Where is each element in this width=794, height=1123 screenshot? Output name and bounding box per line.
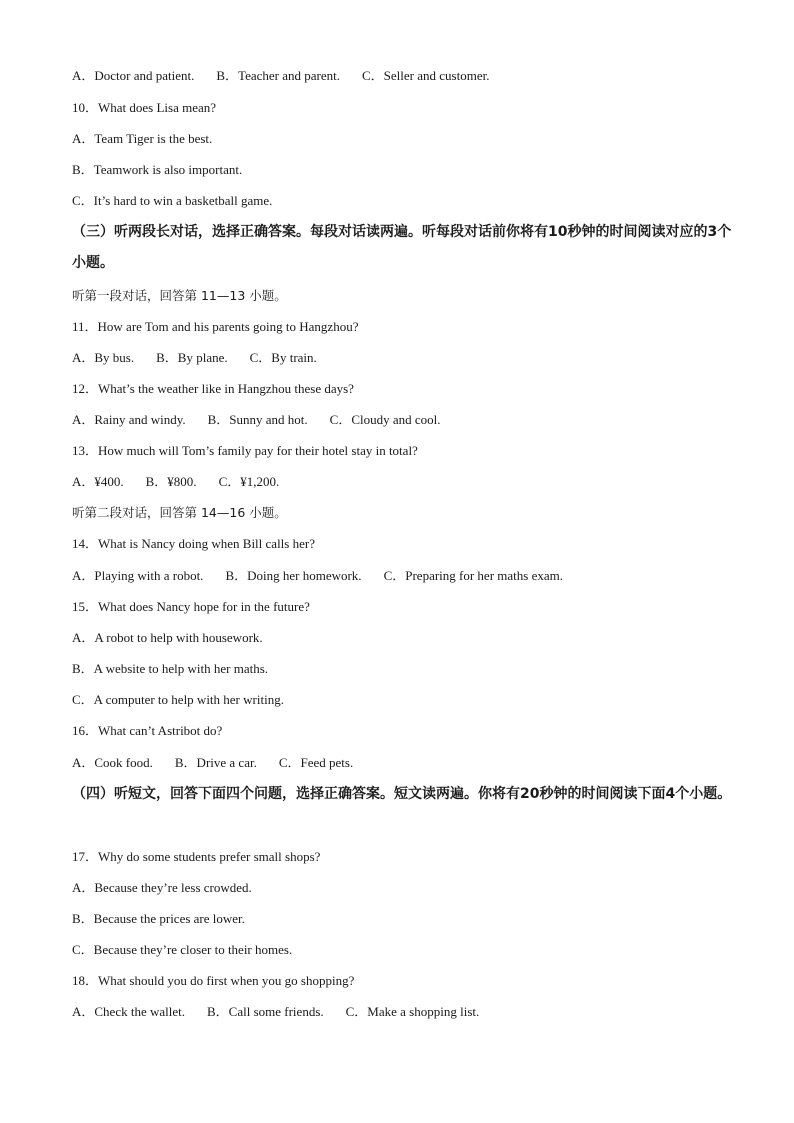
answer-options-row: [72, 1002, 479, 1022]
question-text: 14．What is Nancy doing when Bill calls her?: [72, 536, 315, 551]
answer-option: C．Seller and customer.: [362, 68, 490, 83]
answer-option: B．Sunny and hot.: [207, 412, 308, 427]
dialogue-instruction: 听第二段对话，回答第 14—16 小题。: [72, 505, 287, 520]
answer-option: B．Because the prices are lower.: [72, 911, 245, 926]
answer-option: C．Preparing for her maths exam.: [383, 568, 563, 583]
dialogue-instruction: 听第一段对话，回答第 11—13 小题。: [72, 288, 287, 303]
question-text: 15．What does Nancy hope for in the future?: [72, 599, 310, 614]
question-text: 12．What’s the weather like in Hangzhou these days?: [72, 381, 354, 396]
answer-option: A．A robot to help with housework.: [72, 630, 263, 645]
answer-options-row: [72, 66, 489, 86]
answer-option: C．Cloudy and cool.: [329, 412, 441, 427]
answer-option: A．Playing with a robot.: [72, 568, 204, 583]
answer-option: C．A computer to help with her writing.: [72, 692, 284, 707]
answer-option: B．By plane.: [156, 350, 228, 365]
answer-option: A．Cook food.: [72, 755, 153, 770]
question-text: 10．What does Lisa mean?: [72, 100, 217, 115]
question-text: 16．What can’t Astribot do?: [72, 723, 223, 738]
answer-options-row: [72, 348, 317, 368]
answer-option: B．Teamwork is also important.: [72, 162, 243, 177]
answer-option: B．A website to help with her maths.: [72, 661, 269, 676]
answer-option: B．Doing her homework.: [225, 568, 362, 583]
answer-option: C．Feed pets.: [278, 755, 354, 770]
question-text: 18．What should you do first when you go shopping?: [72, 973, 355, 988]
answer-option: B．Teacher and parent.: [216, 68, 341, 83]
answer-option: A．Check the wallet.: [72, 1004, 185, 1019]
answer-options-row: [72, 410, 441, 430]
question-text: 11．How are Tom and his parents going to Hangzhou?: [72, 319, 359, 334]
answer-options-row: [72, 753, 353, 773]
answer-option: B．Call some friends.: [207, 1004, 324, 1019]
answer-options-row: [72, 566, 563, 586]
section-heading: （四）听短文，回答下面四个问题，选择正确答案。短文读两遍。你将有20秒钟的时间阅读下面4个小题。: [72, 786, 732, 802]
section-heading: （三）听两段长对话，选择正确答案。每段对话读两遍。听每段对话前你将有10秒钟的时间阅读对应的3个小题。: [72, 224, 732, 271]
answer-option: A．Team Tiger is the best.: [72, 131, 213, 146]
answer-option: C．Make a shopping list.: [345, 1004, 480, 1019]
answer-option: C．By train.: [249, 350, 317, 365]
answer-option: C．¥1,200.: [218, 474, 280, 489]
answer-option: B．Drive a car.: [174, 755, 257, 770]
answer-option: C．Because they’re closer to their homes.: [72, 942, 293, 957]
answer-option: A．¥400.: [72, 474, 124, 489]
question-text: 13．How much will Tom’s family pay for their hotel stay in total?: [72, 443, 418, 458]
answer-option: A．Doctor and patient.: [72, 68, 195, 83]
answer-option: A．Because they’re less crowded.: [72, 880, 252, 895]
answer-option: A．Rainy and windy.: [72, 412, 186, 427]
answer-option: B．¥800.: [145, 474, 197, 489]
answer-options-row: [72, 472, 279, 492]
answer-option: A．By bus.: [72, 350, 135, 365]
question-text: 17．Why do some students prefer small shops?: [72, 849, 321, 864]
answer-option: C．It’s hard to win a basketball game.: [72, 193, 273, 208]
